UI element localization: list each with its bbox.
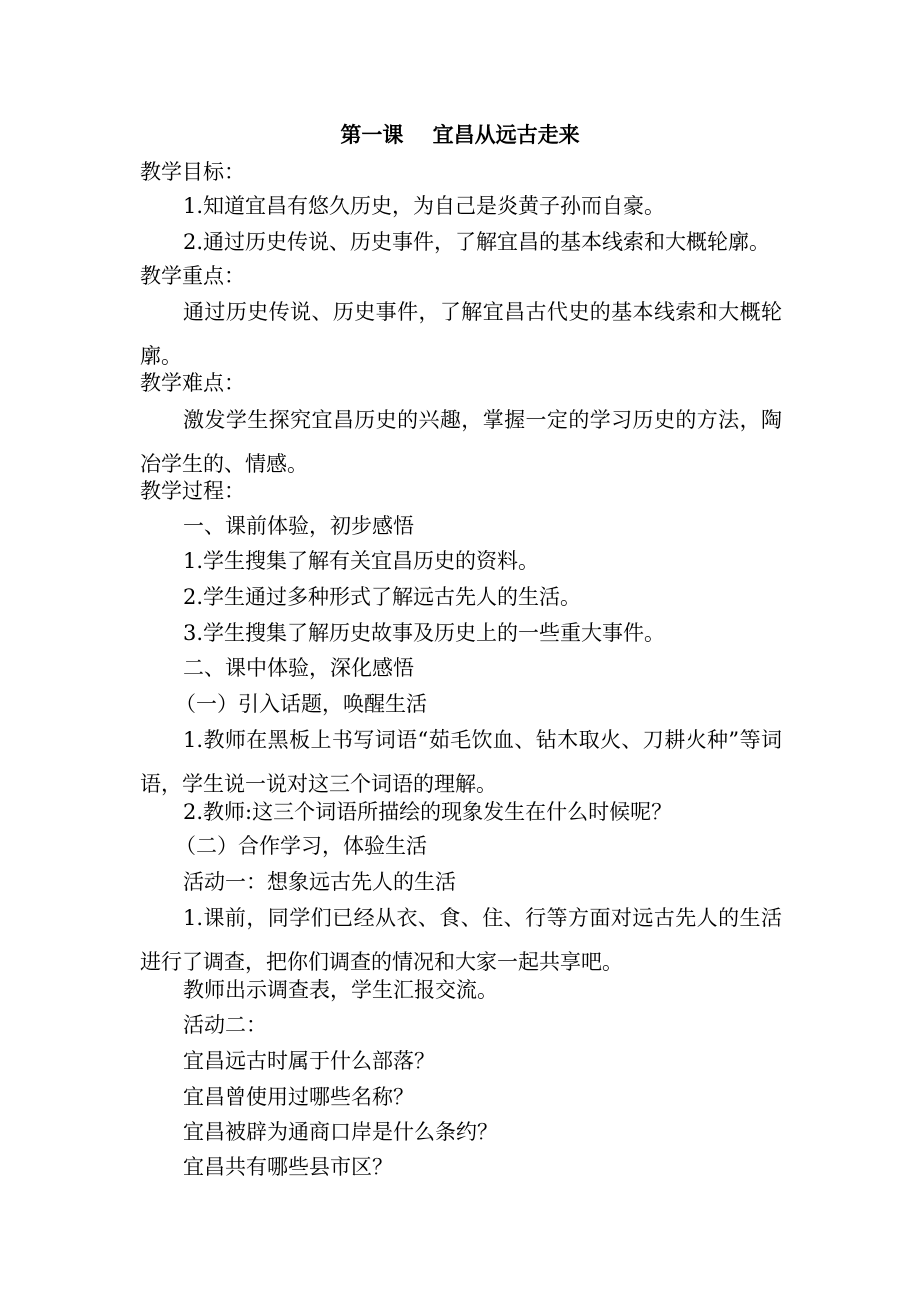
activity-2-question-4: 宜昌共有哪些县市区？ [183,1155,393,1179]
activity-2-question-3: 宜昌被辟为通商口岸是什么条约？ [183,1120,498,1144]
subsection-1-heading: （一）引入话题，唤醒生活 [175,692,427,716]
section-1-item-3: 3.学生搜集了解历史故事及历史上的一些重大事件。 [183,621,666,645]
activity-2-question-2: 宜昌曾使用过哪些名称？ [183,1085,414,1109]
goal-item-1: 1.知道宜昌有悠久历史，为自己是炎黄子孙而自豪。 [183,194,666,218]
subsection-1-item-2: 2.教师:这三个词语所描绘的现象发生在什么时候呢？ [183,800,673,824]
difficulty-text: 激发学生探究宜昌历史的兴趣，掌握一定的学习历史的方法，陶冶学生的、情感。 [140,408,782,476]
key-points-text: 通过历史传说、历史事件，了解宜昌古代史的基本线索和大概轮廓。 [140,300,782,368]
section-1-item-2: 2.学生通过多种形式了解远古先人的生活。 [183,585,582,609]
difficulty-heading: 教学难点： [140,371,245,395]
activity-1-note: 教师出示调查表，学生汇报交流。 [183,978,498,1002]
subsection-1-item-1: 1.教师在黑板上书写词语“茹毛饮血、钻木取火、刀耕火种”等词语，学生说一说对这三个词语的理解。 [140,728,782,796]
lesson-title: 第一课 宜昌从远古走来 [340,122,580,147]
subsection-2-heading: （二）合作学习，体验生活 [175,834,427,858]
goals-heading: 教学目标： [140,160,245,184]
process-heading: 教学过程： [140,479,245,503]
activity-1-heading: 活动一：想象远古先人的生活 [183,870,456,894]
activity-2-question-1: 宜昌远古时属于什么部落？ [183,1049,435,1073]
section-2-heading: 二、课中体验，深化感悟 [183,656,414,680]
key-points-heading: 教学重点： [140,264,245,288]
activity-2-heading: 活动二： [183,1013,267,1037]
goal-item-2: 2.通过历史传说、历史事件，了解宜昌的基本线索和大概轮廓。 [183,230,771,254]
section-1-heading: 一、课前体验，初步感悟 [183,514,414,538]
section-1-item-1: 1.学生搜集了解有关宜昌历史的资料。 [183,549,540,573]
activity-1-item-1: 1.课前，同学们已经从衣、食、住、行等方面对远古先人的生活进行了调查，把你们调查的情况和大家一起共享吧。 [140,906,782,974]
